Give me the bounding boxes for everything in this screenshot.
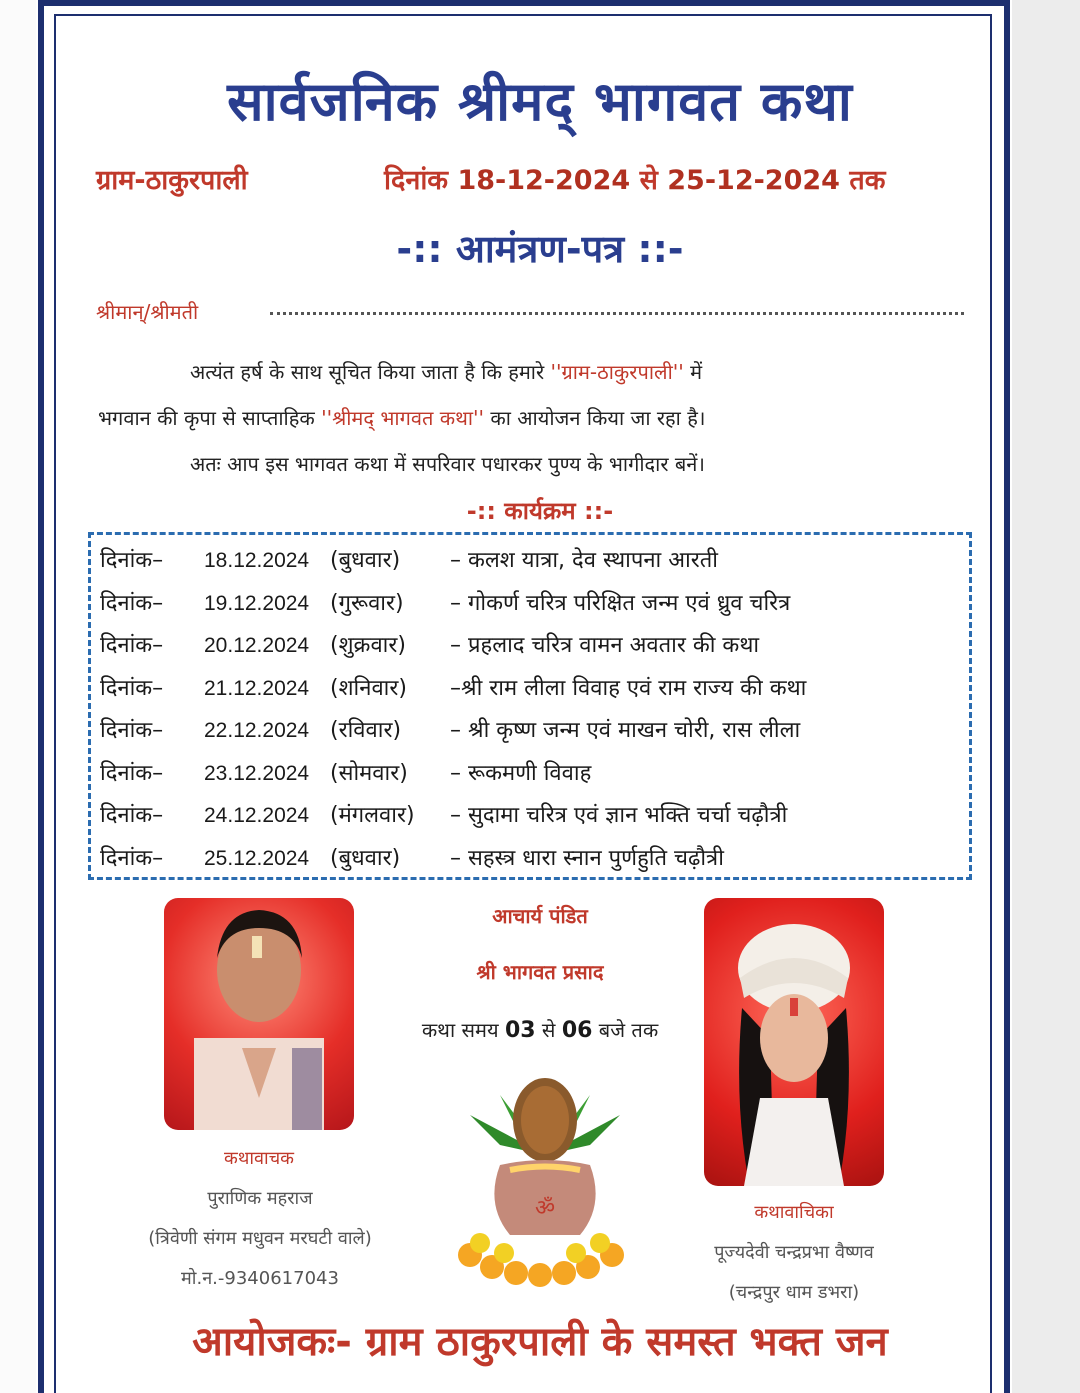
schedule-row <box>100 714 800 744</box>
date-suffix: तक <box>849 165 886 196</box>
schedule-row-description: –श्री राम लीला विवाह एवं राम राज्य की कथा <box>450 675 807 701</box>
page-left-margin <box>0 0 36 1393</box>
narrator-role: कथावाचक <box>224 1148 294 1169</box>
schedule-row-label: दिनांक– <box>100 718 164 743</box>
schedule-row-label: दिनांक– <box>100 845 164 871</box>
katha-time <box>300 1016 780 1043</box>
schedule-row <box>100 757 591 787</box>
schedule-row-day: (रविवार) <box>330 718 402 743</box>
schedule-row-description: – सुदामा चरित्र एवं ज्ञान भक्ति चर्चा चढ़ौत्री <box>450 803 788 828</box>
katha-time-mid: से <box>541 1018 556 1042</box>
schedule-row-label: दिनांक– <box>100 590 164 616</box>
schedule-row-day: (सोमवार) <box>330 760 408 786</box>
acharya-label: आचार्य पंडित <box>492 904 588 928</box>
schedule-row-date: 19.12.2024 <box>204 591 310 615</box>
schedule-row <box>100 799 787 829</box>
schedule-row-day: (बुधवार) <box>330 548 401 573</box>
para-text: का आयोजन किया जा रहा है। <box>490 406 706 430</box>
svg-text:ॐ: ॐ <box>534 1196 556 1221</box>
acharya-name: श्री भागवत प्रसाद <box>476 960 604 984</box>
date-prefix: दिनांक <box>384 165 449 196</box>
invite-paragraph-line-3: अतः आप इस भागवत कथा में सपरिवार पधारकर पुण्य के भागीदार बनें। <box>190 452 705 476</box>
schedule-row-date: 20.12.2024 <box>204 634 310 657</box>
schedule-row-description: – कलश यात्रा, देव स्थापना आरती <box>450 548 718 573</box>
addressee-dotted-line <box>270 312 964 315</box>
schedule-row-day: (गुरूवार) <box>330 590 404 616</box>
schedule-row-label: दिनांक– <box>100 548 164 573</box>
organizer-line: आयोजकः- ग्राम ठाकुरपाली के समस्त भक्त जन <box>192 1319 888 1365</box>
schedule-row-date: 24.12.2024 <box>204 804 310 827</box>
schedule-row-day: (शनिवार) <box>330 675 407 701</box>
schedule-row-label: दिनांक– <box>100 803 164 828</box>
date-range <box>384 160 886 197</box>
schedule-row <box>100 629 759 659</box>
para-text: अत्यंत हर्ष के साथ सूचित किया जाता है कि हमारे <box>190 360 545 384</box>
schedule-row-date: 25.12.2024 <box>204 846 310 870</box>
schedule-row-description: – रूकमणी विवाह <box>450 760 592 786</box>
schedule-row-day: (बुधवार) <box>330 845 401 871</box>
narrator-photo <box>164 898 354 1130</box>
schedule-row <box>100 587 790 617</box>
invite-paragraph-line-1 <box>190 358 702 385</box>
schedule-row-description: – गोकर्ण चरित्र परिक्षित जन्म एवं ध्रुव चरित्र <box>450 590 791 616</box>
schedule-row-day: (मंगलवार) <box>330 803 415 828</box>
date-from: 18-12-2024 <box>457 165 631 196</box>
invite-paragraph-line-2 <box>98 404 705 431</box>
katha-time-suffix: बजे तक <box>598 1018 659 1042</box>
para-highlight-katha: ''श्रीमद् भागवत कथा'' <box>321 406 485 430</box>
narrator-phone: मो.न.-9340617043 <box>181 1268 339 1289</box>
schedule-row-date: 18.12.2024 <box>204 549 310 572</box>
program-title: -:: कार्यक्रम ::- <box>466 497 614 525</box>
schedule-row-label: दिनांक– <box>100 633 164 658</box>
katha-time-to: 06 <box>561 1018 593 1043</box>
katha-time-from: 03 <box>504 1018 536 1043</box>
invite-title: -:: आमंत्रण-पत्र ::- <box>396 227 684 271</box>
schedule-row-date: 22.12.2024 <box>204 719 310 742</box>
narratress-role: कथावाचिका <box>754 1202 834 1223</box>
narrator-portrait-illustration <box>164 898 354 1130</box>
narratress-name: पूज्यदेवी चन्द्रप्रभा वैष्णव <box>714 1242 874 1263</box>
date-mid: से <box>639 165 658 196</box>
para-text: भगवान की कृपा से साप्ताहिक <box>98 406 315 430</box>
date-to: 25-12-2024 <box>667 165 840 196</box>
schedule-row-label: दिनांक– <box>100 760 164 786</box>
para-highlight-village: ''ग्राम-ठाकुरपाली'' <box>550 360 684 384</box>
schedule-row-description: – प्रहलाद चरित्र वामन अवतार की कथा <box>450 633 760 658</box>
narrator-name: पुराणिक महराज <box>207 1188 313 1209</box>
para-text: में <box>690 360 703 384</box>
schedule-row-description: – श्री कृष्ण जन्म एवं माखन चोरी, रास लीला <box>450 718 801 743</box>
schedule-row <box>100 842 724 872</box>
village-name: ग्राम-ठाकुरपाली <box>96 165 248 196</box>
narratress-place: (चन्द्रपुर धाम डभरा) <box>728 1282 860 1303</box>
kalash-illustration <box>430 1075 660 1295</box>
schedule-row <box>100 672 806 702</box>
schedule-row-description: – सहस्त्र धारा स्नान पुर्णहुति चढ़ौत्री <box>450 845 724 871</box>
narrator-place: (त्रिवेणी संगम मधुवन मरघटी वाले) <box>148 1228 372 1249</box>
katha-time-label: कथा समय <box>421 1018 499 1042</box>
right-margin-strip <box>1012 0 1080 1393</box>
schedule-row-date: 21.12.2024 <box>204 676 310 700</box>
schedule-row-date: 23.12.2024 <box>204 761 310 785</box>
schedule-row-day: (शुक्रवार) <box>330 633 406 658</box>
schedule-row <box>100 544 718 574</box>
page-title: सार्वजनिक श्रीमद् भागवत कथा <box>227 70 853 133</box>
addressee-label: श्रीमान्/श्रीमती <box>96 300 199 324</box>
schedule-row-label: दिनांक– <box>100 675 164 701</box>
